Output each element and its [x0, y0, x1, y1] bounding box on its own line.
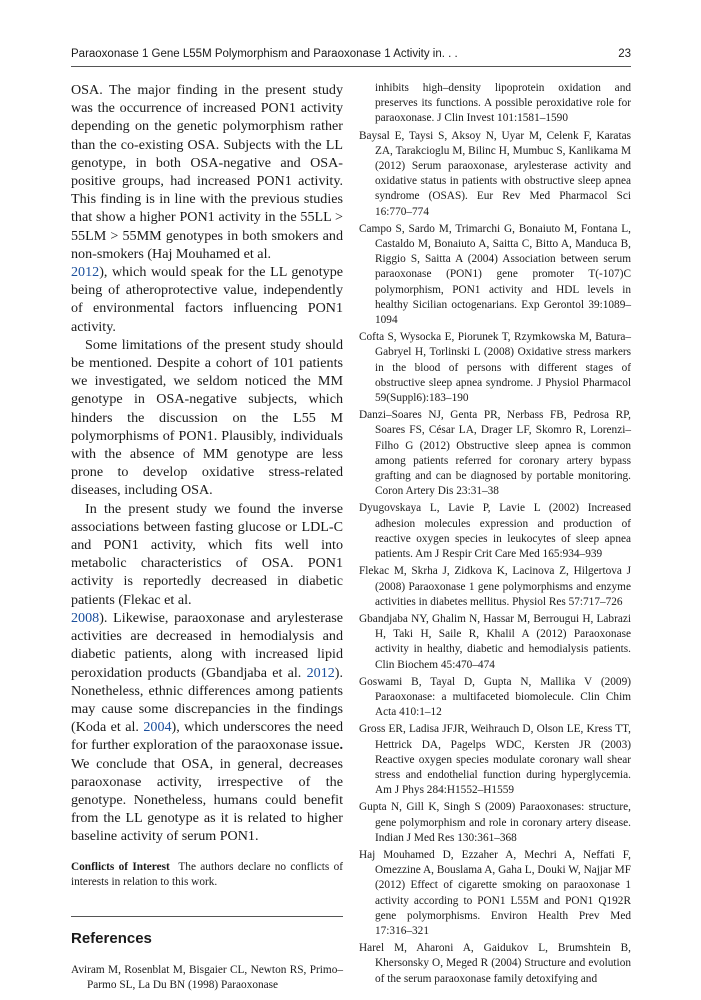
reference-item-continued: inhibits high–density lipoprotein oxidation and preserves its functions. A possible peroxidative role for paraoxonase. J Clin Invest 101:1581–1590 [375, 82, 631, 125]
reference-item: Harel M, Aharoni A, Gaidukov L, Brumshtein B, Khersonsky O, Meged R (2004) Structure and evolution of the serum paraoxonase family detoxifying and [359, 942, 631, 985]
citation-link[interactable]: 2004 [143, 719, 172, 736]
references-heading: References [71, 929, 152, 947]
body-paragraph-3 [71, 500, 343, 846]
reference-item: Gupta N, Gill K, Singh S (2009) Paraoxonases: structure, gene polymorphism and role in coronary artery disease. Indian J Med Res 130:361–368 [359, 801, 631, 844]
page-number: 23 [618, 48, 631, 60]
reference-item: Campo S, Sardo M, Trimarchi G, Bonaiuto M, Fontana L, Castaldo M, Bonaiuto A, Saitta C, Bitto A, Manduca B, Riggio S, Saitta A (2004) Association between serum paraoxonase (PON1) gene promoter T(-107)C polymorphism, PON1 activity and HDL levels in healthy Sicilian octogenarians. Exp Gerontol 39:1089–1094 [359, 222, 631, 327]
body-text: We conclude that OSA, in general, decreases paraoxonase activity, irrespective of the genotype. Nonetheless, humans could benefit from the LL genotype as it is related to higher baseline activity of serum PON1. [71, 755, 343, 845]
left-column [71, 81, 343, 995]
header-divider [71, 66, 631, 67]
body-text: OSA. The major finding in the present study was the occurrence of increased PON1 activity depending on the genetic polymorphism rather than the co-existing OSA. Subjects with the LL genotype, in both OSA-negative and OSA-positive groups, had increased PON1 activity. This finding is in line with the previous studies that show a higher PON1 activity in the 55LL > 55LM > 55MM genotypes in both smokers and non-smokers (Haj Mouhamed et al. [71, 82, 343, 262]
reference-item: Gross ER, Ladisa JFJR, Weihrauch D, Olson LE, Kress TT, Hettrick DA, Pagelps WDC, Kersten JR (2003) Reactive oxygen species modulate coronary wall shear stress and endothelial function during hyperglycemia. Am J Phys 284:H1552–H1559 [359, 723, 631, 797]
reference-item: Goswami B, Tayal D, Gupta N, Mallika V (2009) Paraoxonase: a multifaceted biomolecule. Clin Chim Acta 410:1–12 [359, 675, 631, 719]
reference-item: Cofta S, Wysocka E, Piorunek T, Rzymkowska M, Batura–Gabryel H, Torlinski L (2008) Oxidative stress markers in the blood of persons with different stages of obstructive sleep apnea syndrome. J Physiol Pharmacol 59(Suppl6):183–190 [359, 331, 631, 405]
reference-item: Haj Mouhamed D, Ezzaher A, Mechri A, Neffati F, Omezzine A, Bouslama A, Gaha L, Douki W, Najjar MF (2012) Effect of cigarette smoking on paraoxonase 1 activity according to PON1 L55M and PON1 Q192R gene polymorphisms. Environ Health Prev Med 17:316–321 [359, 848, 631, 937]
reference-item: Flekac M, Skrha J, Zidkova K, Lacinova Z, Hilgertova J (2008) Paraoxonase 1 gene polymorphisms and enzyme activities in diabetes mellitus. Physiol Res 57:717–726 [359, 565, 631, 608]
body-paragraph-1 [71, 81, 343, 336]
body-text: In the present study we found the inverse associations between fasting glucose or LDL-C and PON1 activity, which fits well into metabolic characteristics of OSA. PON1 activity is reportedly decreased in diabetic patients (Flekac et al. [71, 500, 343, 608]
citation-link[interactable]: 2012 [306, 664, 335, 681]
section-divider [71, 916, 343, 917]
right-column [359, 81, 631, 989]
body-text: ), which underscores the need for further exploration of the paraoxonase issue [71, 719, 343, 754]
reference-item: Danzi–Soares NJ, Genta PR, Nerbass FB, Pedrosa RP, Soares FS, César LA, Drager LF, Skomro R, Lorenzi–Filho G (2012) Obstructive sleep apnea is common among patients referred for coronary artery bypass grafting and can be diagnosed by portable monitoring. Coron Artery Dis 23:31–38 [359, 409, 631, 498]
reference-item: Dyugovskaya L, Lavie P, Lavie L (2002) Increased adhesion molecules expression and production of reactive oxygen species in leukocytes of sleep apnea patients. Am J Respir Crit Care Med 165:934–939 [359, 502, 631, 561]
conflicts-label: Conflicts of Interest [71, 860, 170, 873]
reference-item: Baysal E, Taysi S, Aksoy N, Uyar M, Celenk F, Karatas ZA, Tarakcioglu M, Bilinc H, Mumbuc S, Kanlikama M (2012) Serum paraoxonase, arylesterase activity and oxidative status in patients with obstructive sleep apnea syndrome (OSAS). Eur Rev Med Pharmacol Sci 16:770–774 [359, 129, 631, 218]
citation-link[interactable]: 2008 [71, 609, 100, 626]
running-head [71, 46, 631, 66]
body-paragraph-2: Some limitations of the present study should be mentioned. Despite a cohort of 101 patients we investigated, we seldom noticed the MM genotype in OSA-negative subjects, which hinders the discussion on the L55 M polymorphisms of PON1. Plausibly, individuals with the absence of MM genotype are less prone to develop oxidative stress-related diseases, including OSA. [71, 336, 343, 499]
conflicts-text: The authors declare no conflicts of interests in relation to this work. [71, 860, 343, 888]
body-text: ). Nonetheless, ethnic differences among patients may cause some discrepancies in the findings (Koda et al. [71, 664, 343, 736]
reference-item: Gbandjaba NY, Ghalim N, Hassar M, Berrougui H, Labrazi H, Taki H, Saile R, Khalil A (2012) Paraoxonase activity in healthy, diabetic and hemodialysis patients. Clin Biochem 45:470–474 [359, 612, 631, 671]
conflicts-of-interest [71, 860, 343, 890]
body-text: ). Likewise, paraoxonase and arylesterase activities are decreased in hemodialysis and diabetic patients, along with increased lipid peroxidation products (Gbandjaba et al. [71, 609, 343, 681]
running-title: Paraoxonase 1 Gene L55M Polymorphism and Paraoxonase 1 Activity in. . . [71, 48, 458, 60]
citation-link[interactable]: 2012 [71, 264, 100, 281]
body-text: . [339, 737, 343, 754]
reference-item: Aviram M, Rosenblat M, Bisgaier CL, Newton RS, Primo–Parmo SL, La Du BN (1998) Paraoxonase [71, 963, 343, 992]
body-text: ), which would speak for the LL genotype being of atheroprotective value, independently of environmental factors influencing PON1 activity. [71, 264, 343, 335]
